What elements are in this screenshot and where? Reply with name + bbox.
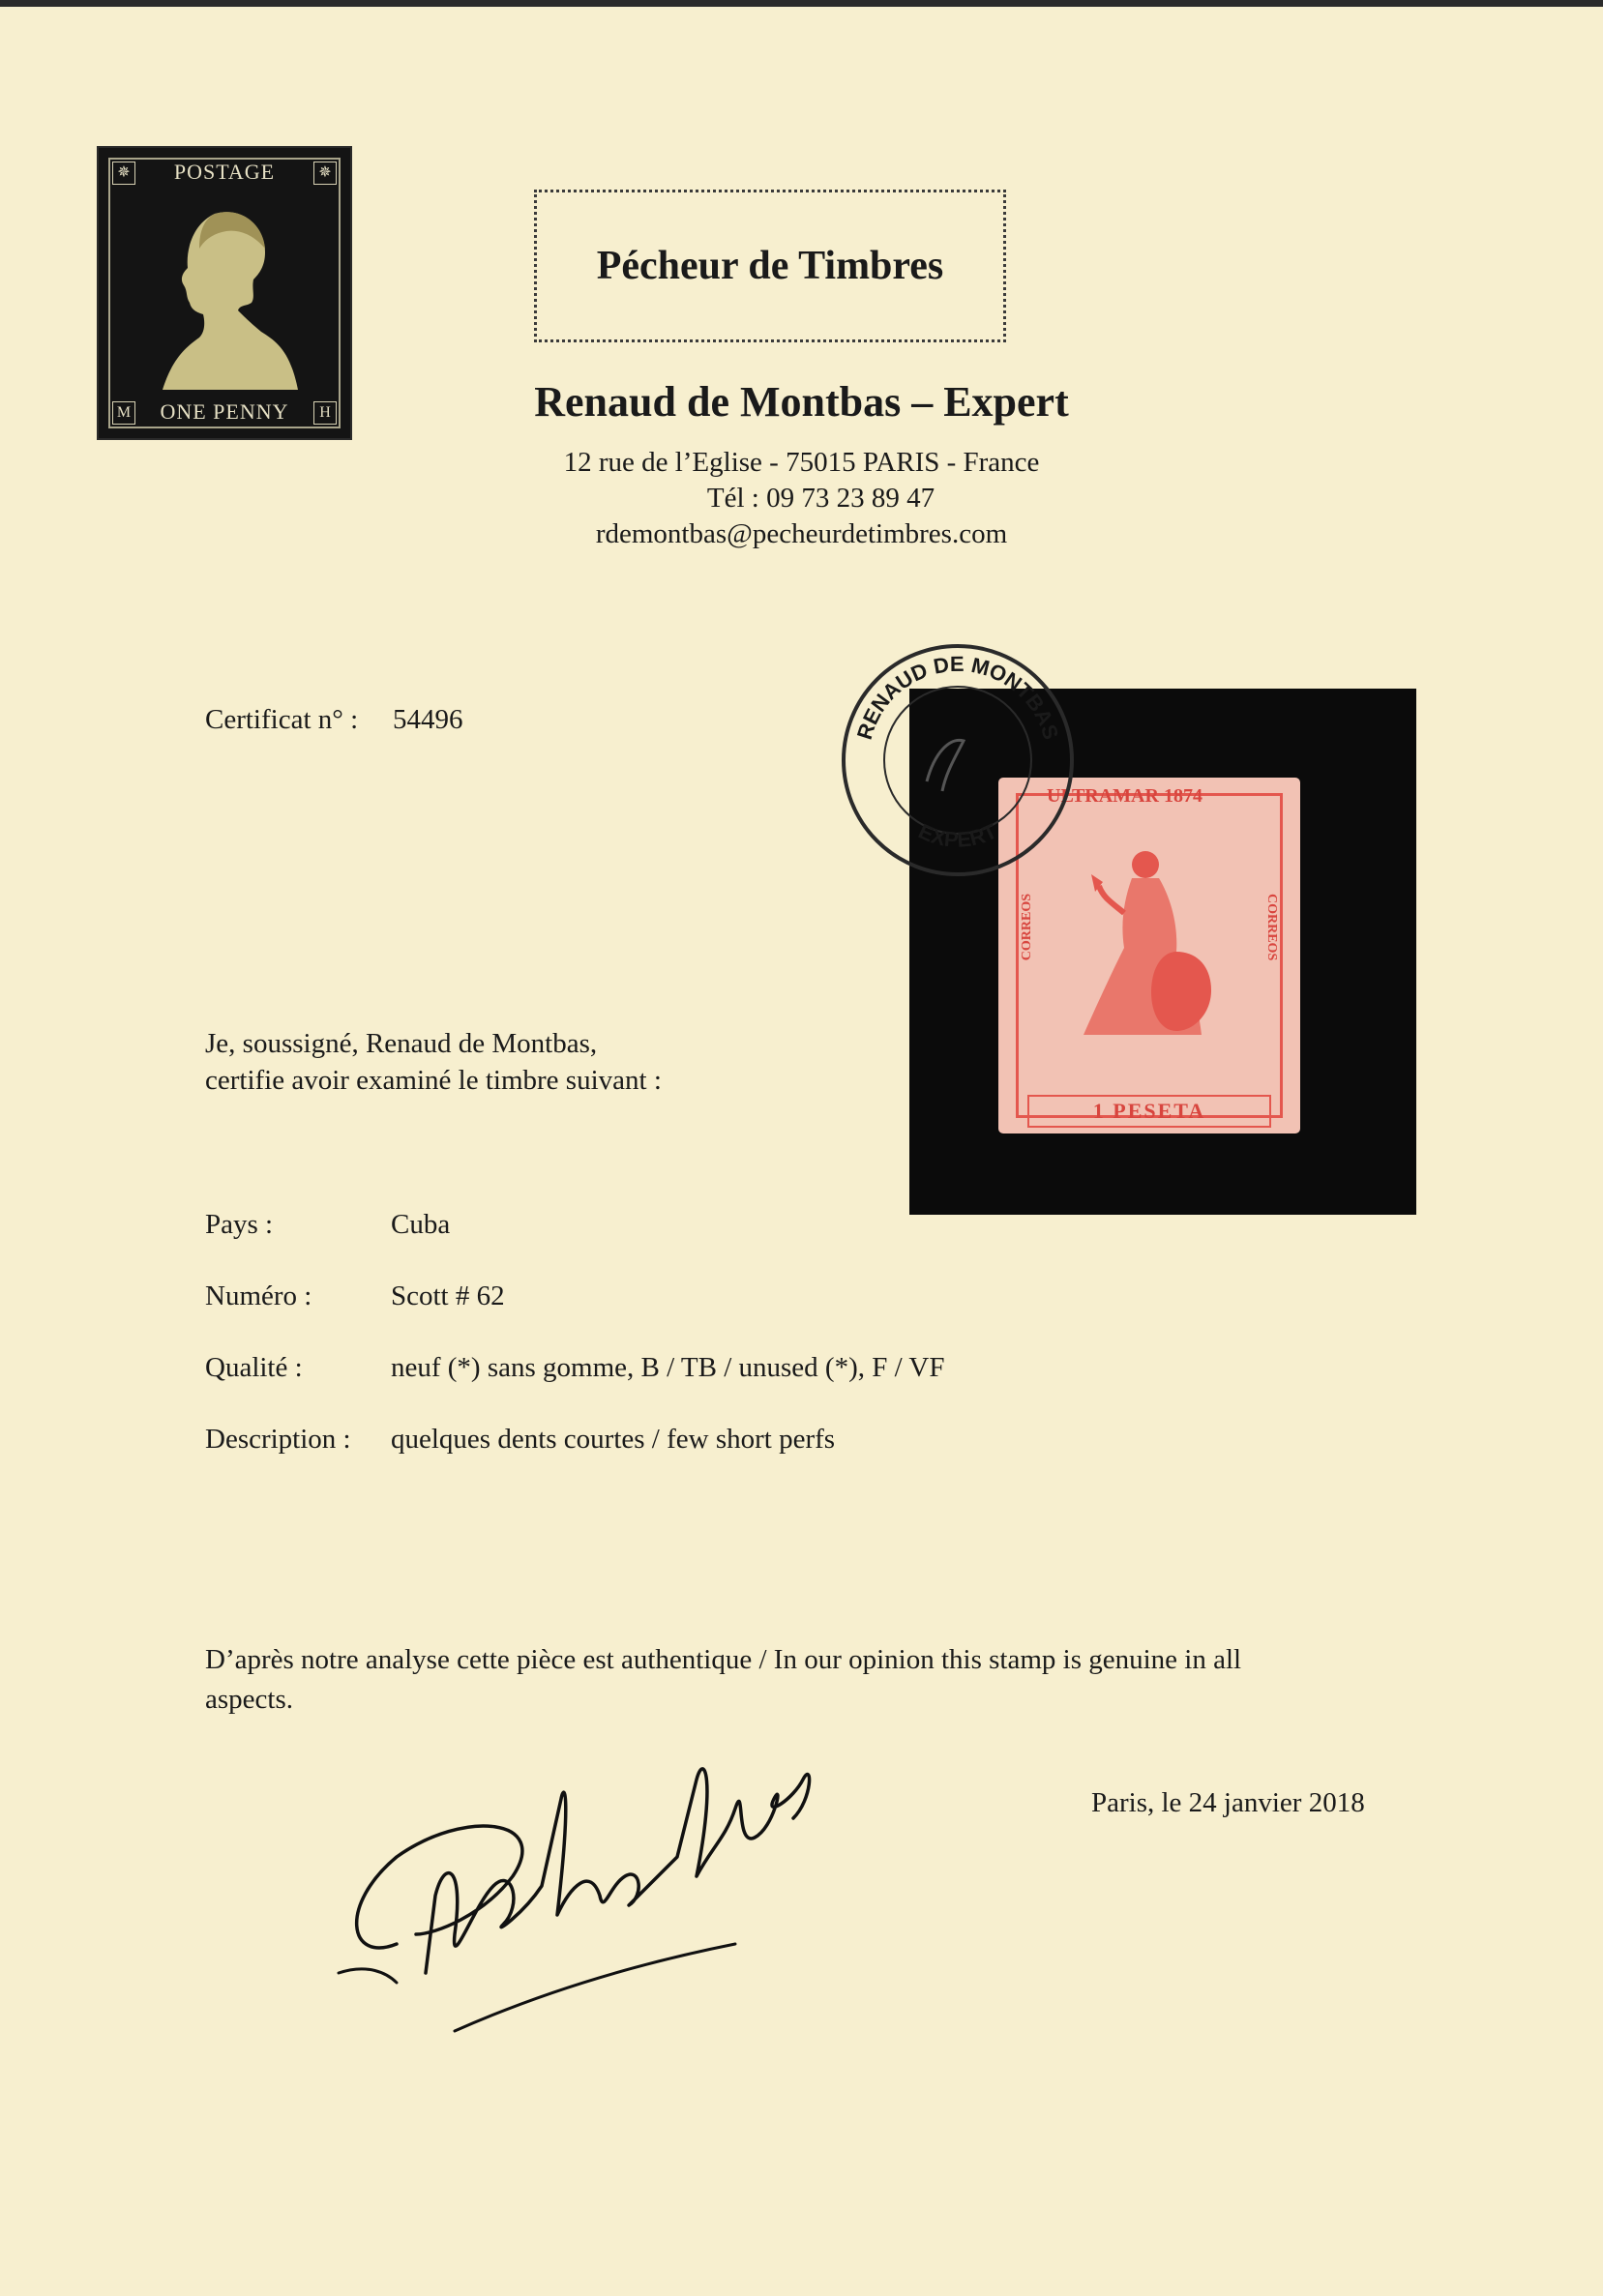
cachet-bottom-text: EXPERT <box>914 818 1001 852</box>
detail-value-country: Cuba <box>391 1209 451 1240</box>
svg-text:RENAUD DE MONTBAS <box>852 652 1063 743</box>
expert-phone: Tél : 09 73 23 89 47 <box>706 483 935 514</box>
company-logo-text: Pécheur de Timbres <box>596 244 944 288</box>
detail-label-quality: Qualité : <box>205 1352 303 1383</box>
top-border-line <box>0 0 1603 7</box>
queen-profile-icon <box>147 196 306 390</box>
expert-name: Renaud de Montbas – Expert <box>534 378 1069 426</box>
expert-email: rdemontbas@pecheurdetimbres.com <box>595 518 1008 549</box>
svg-text:EXPERT <box>915 818 1001 851</box>
expert-address: 12 rue de l’Eglise - 75015 PARIS - France <box>563 447 1040 478</box>
opinion-line-1: D’après notre analyse cette pièce est authentique / In our opinion this stamp is genuine in all <box>205 1644 1242 1675</box>
company-logo-box <box>534 190 1006 342</box>
certificate-label: Certificat n° : <box>205 704 359 735</box>
star-corner-icon: ✵ <box>112 162 135 185</box>
stamp-corner-letter-left: M <box>112 401 135 425</box>
stamp-side-text-left: CORREOS <box>1020 894 1034 961</box>
detail-value-description: quelques dents courtes / few short perfs <box>391 1424 836 1455</box>
stamp-bottom-label: ONE PENNY <box>160 399 289 424</box>
cachet-text: RENAUD DE MONTBAS <box>851 651 1064 743</box>
declaration-line-1: Je, soussigné, Renaud de Montbas, <box>205 1028 598 1059</box>
stamp-corner-letter-right: H <box>313 401 337 425</box>
stamp-side-text-right: CORREOS <box>1264 894 1279 961</box>
stamp-top-text: ULTRAMAR 1874 <box>1047 785 1202 807</box>
declaration-line-2: certifie avoir examiné le timbre suivant : <box>205 1065 662 1096</box>
detail-value-number: Scott # 62 <box>391 1280 505 1311</box>
stamp-top-label: POSTAGE <box>173 160 276 184</box>
opinion-line-2: aspects. <box>205 1684 293 1715</box>
certificate-number: 54496 <box>393 704 463 735</box>
detail-value-quality: neuf (*) sans gomme, B / TB / unused (*), F / VF <box>391 1352 945 1383</box>
place-date: Paris, le 24 janvier 2018 <box>1091 1787 1365 1818</box>
detail-label-country: Pays : <box>205 1209 274 1240</box>
handwritten-signature <box>329 1741 871 2089</box>
detail-label-number: Numéro : <box>205 1280 312 1311</box>
star-corner-icon: ✵ <box>313 162 337 185</box>
stamp-value-label: 1 PESETA <box>1027 1095 1271 1128</box>
expert-cachet-stamp <box>834 636 1082 884</box>
detail-label-description: Description : <box>205 1424 351 1455</box>
